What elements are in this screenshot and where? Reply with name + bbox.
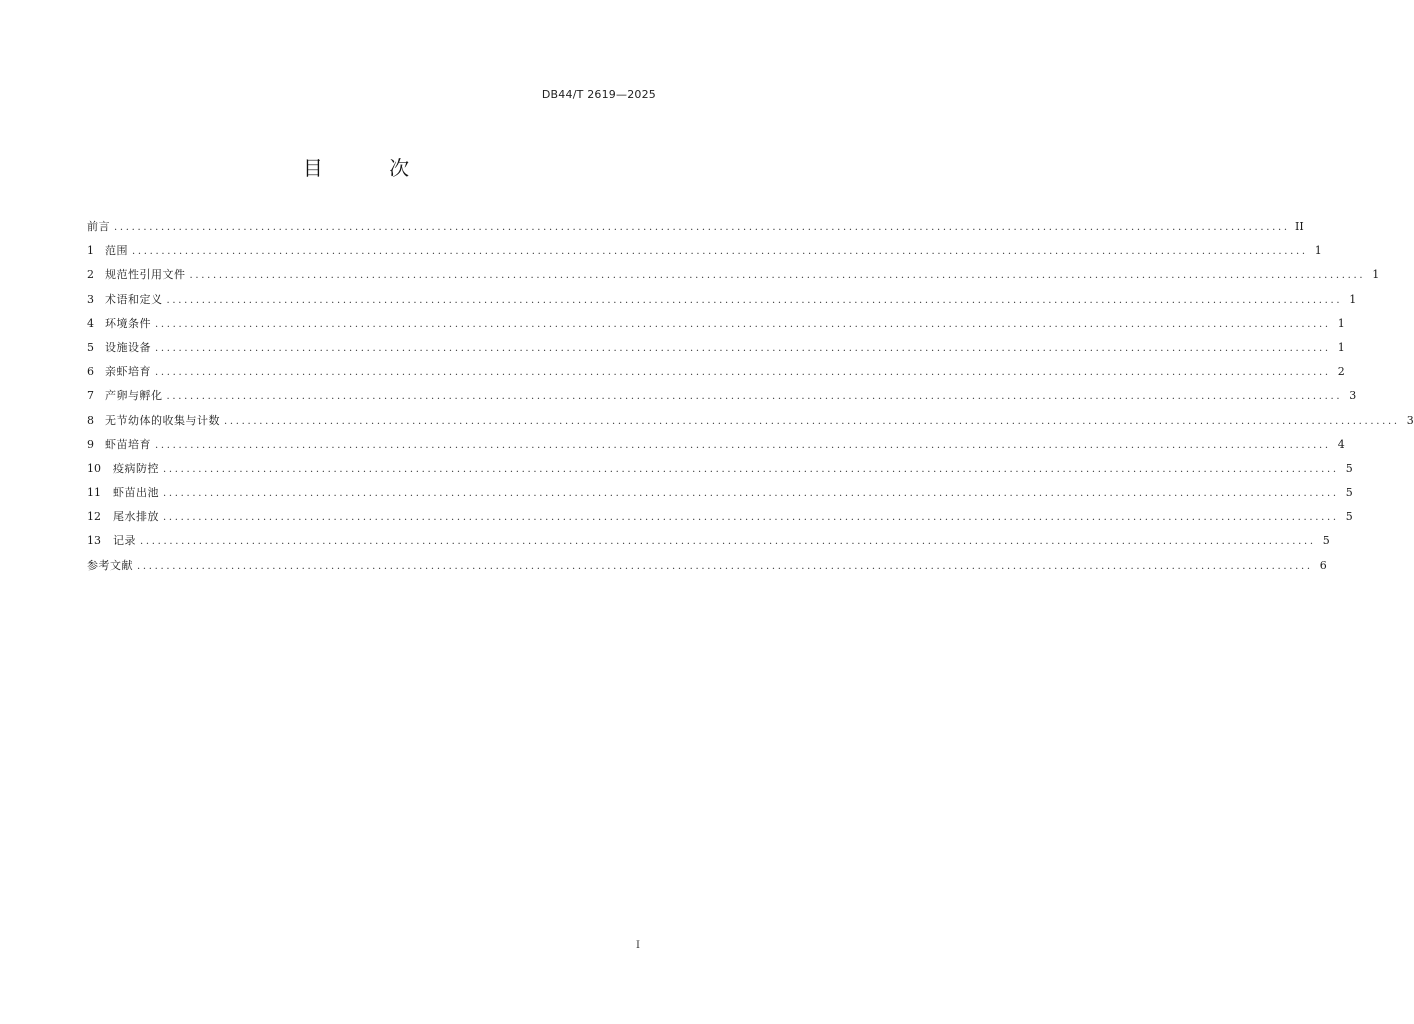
toc-entry-number: 13 (87, 534, 101, 548)
toc-entry-page: 1 (1337, 316, 1345, 330)
toc-entry[interactable] (87, 485, 1353, 509)
toc-entry[interactable] (87, 533, 1330, 557)
toc-leader-dots: ........................................................................................................................................................................................................ (140, 536, 1316, 548)
toc-entry-number: 9 (87, 437, 94, 451)
toc-leader-dots: ........................................................................................................................................................................................................ (155, 318, 1331, 330)
toc-entry-title: 设施设备 (105, 340, 151, 354)
page-number: I (636, 940, 640, 951)
toc-entry-page: 3 (1349, 389, 1357, 403)
toc-entry-number: 12 (87, 510, 101, 524)
toc-entry[interactable] (87, 340, 1345, 364)
toc-entry[interactable] (87, 267, 1380, 291)
toc-leader-dots: ........................................................................................................................................................................................................ (155, 342, 1331, 354)
toc-entry-title: 亲虾培育 (105, 365, 151, 379)
toc-entry-number: 8 (87, 413, 94, 427)
toc-entry-title: 疫病防控 (113, 461, 159, 475)
toc-leader-dots: ........................................................................................................................................................................................................ (155, 367, 1331, 379)
document-code: DB44/T 2619—2025 (541, 88, 656, 101)
toc-entry-title: 尾水排放 (113, 510, 159, 524)
toc-entry-title: 产卵与孵化 (105, 389, 163, 403)
toc-entry-number: 3 (87, 292, 94, 306)
toc-entry-title: 前言 (87, 220, 110, 233)
toc-entry-page: II (1295, 220, 1304, 233)
toc-entry[interactable] (87, 364, 1345, 388)
toc-entry[interactable] (87, 316, 1345, 340)
toc-entry-title: 环境条件 (105, 316, 151, 330)
toc-entry-number: 7 (87, 389, 94, 403)
toc-leader-dots: ........................................................................................................................................................................................................ (224, 415, 1400, 427)
toc-leader-dots: ........................................................................................................................................................................................................ (163, 512, 1339, 524)
toc-entry[interactable] (87, 461, 1353, 485)
toc-entry-page: 4 (1337, 437, 1345, 451)
toc-entry-number: 10 (87, 461, 101, 475)
toc-entry-number: 2 (87, 268, 94, 282)
toc-entry[interactable] (87, 437, 1345, 461)
toc-entry-number: 4 (87, 316, 94, 330)
toc-entry-number: 11 (87, 486, 101, 500)
toc-entry-title: 规范性引用文件 (105, 268, 186, 282)
toc-entry-page: 3 (1406, 413, 1414, 427)
toc-entry[interactable] (87, 219, 1304, 243)
toc-leader-dots: ........................................................................................................................................................................................................ (166, 391, 1343, 403)
toc-entry-number: 1 (87, 244, 94, 258)
toc-leader-dots: ........................................................................................................................................................................................................ (137, 560, 1313, 572)
toc-entry-page: 2 (1337, 365, 1345, 379)
toc-entry-page: 5 (1345, 486, 1353, 500)
toc-entry[interactable] (87, 388, 1357, 412)
toc-entry-page: 5 (1322, 534, 1330, 548)
toc-entry-page: 1 (1337, 340, 1345, 354)
toc-entry-page: 6 (1319, 558, 1327, 572)
toc-entry[interactable] (87, 509, 1353, 533)
toc-entry-page: 1 (1314, 244, 1322, 258)
toc-leader-dots: ........................................................................................................................................................................................................ (132, 246, 1308, 258)
toc-leader-dots: ........................................................................................................................................................................................................ (163, 488, 1339, 500)
toc-entry-number: 5 (87, 340, 94, 354)
toc-entry[interactable] (87, 558, 1327, 582)
toc-entry-title: 参考文献 (87, 558, 133, 572)
toc-entry-page: 1 (1372, 268, 1380, 282)
toc-entry-title: 虾苗出池 (113, 486, 159, 500)
toc-leader-dots: ........................................................................................................................................................................................................ (114, 222, 1290, 233)
toc-entry[interactable] (87, 413, 1414, 437)
toc-entry-number: 6 (87, 365, 94, 379)
toc-entry[interactable] (87, 243, 1322, 267)
toc-entry-page: 5 (1345, 461, 1353, 475)
toc-entry-page: 1 (1349, 292, 1357, 306)
toc-entry-title: 虾苗培育 (105, 437, 151, 451)
toc-entry-title: 无节幼体的收集与计数 (105, 413, 220, 427)
table-of-contents (87, 219, 1414, 582)
toc-leader-dots: ........................................................................................................................................................................................................ (163, 463, 1339, 475)
toc-entry-page: 5 (1345, 510, 1353, 524)
toc-entry-title: 记录 (113, 534, 136, 548)
toc-leader-dots: ........................................................................................................................................................................................................ (189, 270, 1366, 282)
toc-title: 目 次 (302, 156, 440, 180)
toc-leader-dots: ........................................................................................................................................................................................................ (166, 294, 1343, 306)
toc-leader-dots: ........................................................................................................................................................................................................ (155, 439, 1331, 451)
toc-entry-title: 术语和定义 (105, 292, 163, 306)
toc-entry-title: 范围 (105, 244, 128, 258)
toc-entry[interactable] (87, 292, 1357, 316)
